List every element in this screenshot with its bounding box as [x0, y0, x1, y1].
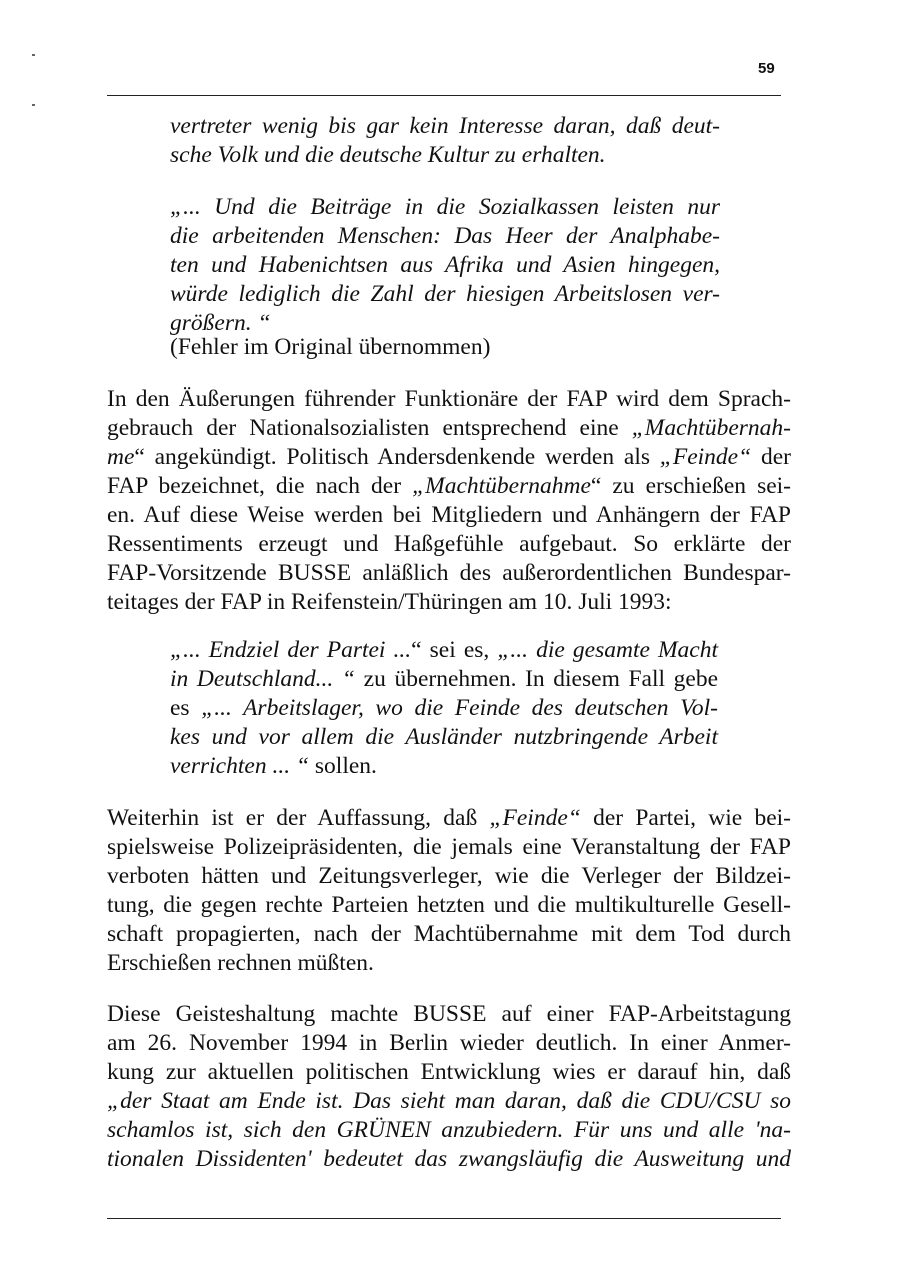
quote2-line	[170, 752, 718, 781]
emphasis-text: „... Endziel der Partei ...	[170, 637, 412, 663]
paragraph3-line: Diese Geisteshaltung machte BUSSE auf einer FAP-Arbeitstagung	[107, 1001, 791, 1027]
paragraph3-line: „der Staat am Ende ist. Das sieht man daran, daß die CDU/CSU so	[107, 1088, 791, 1114]
emphasis-text: „Machtübernah-	[631, 415, 791, 441]
text-run: es	[170, 695, 190, 721]
paragraph2-line	[107, 804, 791, 833]
paragraph3-line: tionalen Dissidenten' bedeutet das zwangsläufig die Ausweitung und	[107, 1146, 791, 1172]
paragraph1-line	[107, 443, 791, 472]
paragraph1-line: en. Auf diese Weise werden bei Mitgliedern und Anhängern der FAP	[107, 502, 791, 528]
text-run: Weiterhin ist er der Auffassung, daß	[107, 805, 478, 831]
quote2-line	[170, 636, 718, 665]
text-run: “ sei es,	[411, 637, 490, 663]
text-run: zu übernehmen. In diesem Fall gebe	[363, 666, 719, 692]
footer-rule	[107, 1218, 781, 1219]
margin-mark-1	[32, 54, 35, 56]
text-run: gebrauch der Nationalsozialisten entsprechend eine	[107, 415, 619, 441]
paragraph2-line: spielsweise Polizeipräsidenten, die jemals eine Veranstaltung der FAP	[107, 834, 791, 860]
quote1-line: größern. “	[170, 310, 271, 336]
emphasis-text: me	[107, 444, 135, 470]
quote2-line	[170, 694, 718, 723]
paragraph1-line: FAP-Vorsitzende BUSSE anläßlich des außerordentlichen Bundespar-	[107, 560, 791, 586]
paragraph3-line: kung zur aktuellen politischen Entwicklung wies er darauf hin, daß	[107, 1059, 791, 1085]
text-run: “ zu erschießen sei-	[590, 473, 792, 499]
paragraph1-line: Ressentiments erzeugt und Haßgefühle aufgebaut. So erklärte der	[107, 531, 791, 557]
emphasis-text: „Feinde“	[489, 805, 581, 831]
quote2-line	[170, 665, 718, 694]
text-run: FAP bezeichnet, die nach der	[107, 473, 402, 499]
paragraph1-line: teitages der FAP in Reifenstein/Thüringen am 10. Juli 1993:	[107, 589, 672, 615]
paragraph1-line	[107, 414, 791, 443]
quote1-note: (Fehler im Original übernommen)	[170, 334, 491, 360]
emphasis-text: „Machtübernahme	[412, 473, 591, 499]
header-rule	[107, 95, 781, 96]
paragraph2-line: Erschießen rechnen müßten.	[107, 950, 374, 976]
paragraph1-line	[107, 472, 791, 501]
paragraph2-line: verboten hätten und Zeitungsverleger, wie die Verleger der Bildzei-	[107, 863, 791, 889]
page-number: 59	[758, 60, 775, 77]
text-run: sollen.	[314, 753, 377, 779]
paragraph2-line: tung, die gegen rechte Parteien hetzten und die multikulturelle Gesell-	[107, 892, 791, 918]
quote1-line: ten und Habenichtsen aus Afrika und Asien hingegen,	[170, 252, 720, 278]
emphasis-text: „... Arbeitslager, wo die Feinde des deutschen Vol-	[201, 695, 718, 721]
paragraph1-line: In den Äußerungen führender Funktionäre der FAP wird dem Sprach-	[107, 386, 791, 412]
quote1-line: „... Und die Beiträge in die Sozialkassen leisten nur	[170, 194, 720, 220]
paragraph3-line: am 26. November 1994 in Berlin wieder deutlich. In einer Anmer-	[107, 1030, 791, 1056]
paragraph2-line: schaft propagierten, nach der Machtübernahme mit dem Tod durch	[107, 921, 791, 947]
emphasis-text: in Deutschland... “	[170, 666, 356, 692]
emphasis-text: „Feinde“	[659, 444, 752, 470]
emphasis-text: verrichten ... “	[170, 753, 310, 779]
quote1-line: die arbeitenden Menschen: Das Heer der Analphabe-	[170, 223, 720, 249]
quote1-line: vertreter wenig bis gar kein Interesse daran, daß deut-	[170, 113, 720, 139]
paragraph3-line: schamlos ist, sich den GRÜNEN anzubiedern. Für uns und alle 'na-	[107, 1117, 791, 1143]
quote1-line: würde lediglich die Zahl der hiesigen Arbeitslosen ver-	[170, 281, 720, 307]
quote2-line: kes und vor allem die Ausländer nutzbringende Arbeit	[170, 724, 718, 750]
text-run: der Partei, wie bei-	[593, 805, 791, 831]
margin-mark-2	[32, 104, 35, 106]
emphasis-text: „... die gesamte Macht	[497, 637, 719, 663]
text-run: der	[760, 444, 791, 470]
text-run: “ angekündigt. Politisch Andersdenkende werden als	[134, 444, 650, 470]
quote1-line: sche Volk und die deutsche Kultur zu erhalten.	[170, 142, 606, 168]
